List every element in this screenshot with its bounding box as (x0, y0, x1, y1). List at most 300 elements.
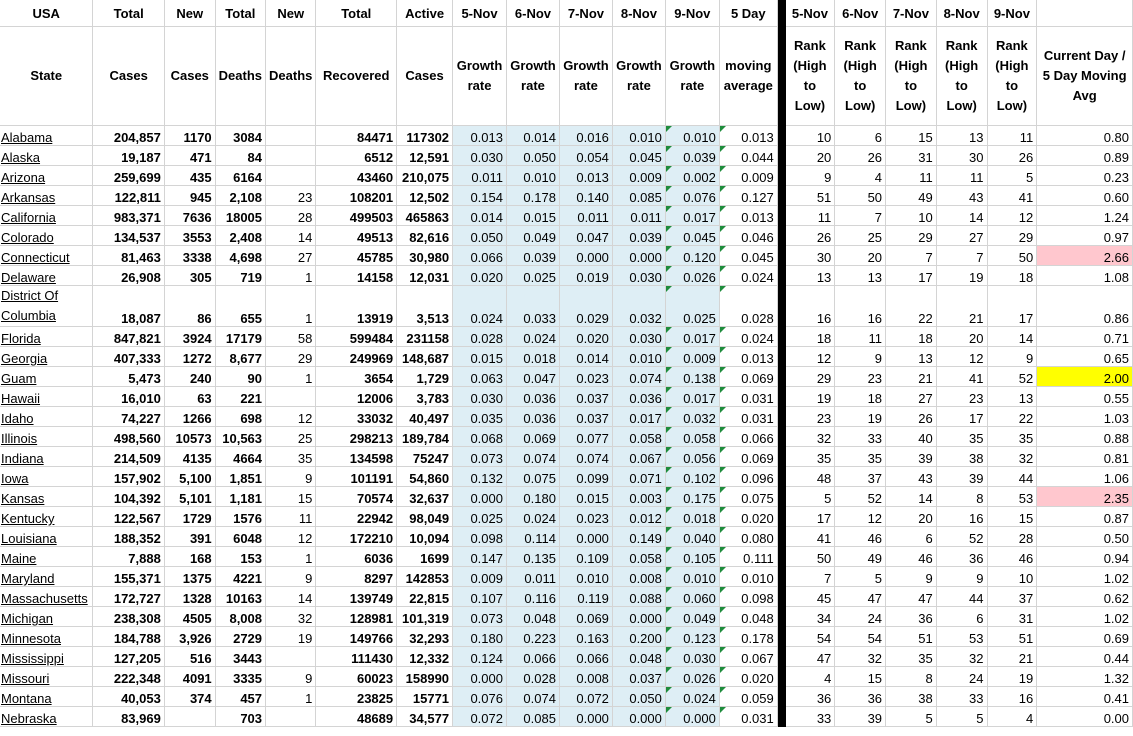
data-cell[interactable]: 5,101 (164, 487, 215, 507)
data-cell[interactable]: 0.013 (453, 126, 507, 146)
data-cell[interactable]: 0.036 (506, 387, 559, 407)
data-cell[interactable]: 2.00 (1037, 367, 1133, 387)
data-cell[interactable]: 0.010 (665, 126, 719, 146)
data-cell[interactable]: 0.072 (453, 707, 507, 727)
data-cell[interactable]: 37 (987, 587, 1037, 607)
data-cell[interactable]: 8297 (316, 567, 397, 587)
state-cell[interactable]: Kentucky (0, 507, 93, 527)
data-cell[interactable]: 46 (835, 527, 886, 547)
data-cell[interactable]: 15 (987, 507, 1037, 527)
data-cell[interactable]: 29 (266, 347, 316, 367)
data-cell[interactable]: 0.073 (453, 607, 507, 627)
data-cell[interactable]: 0.045 (612, 146, 665, 166)
data-cell[interactable]: 0.036 (506, 407, 559, 427)
header-cell[interactable]: Growth rate (665, 27, 719, 126)
data-cell[interactable]: 0.178 (506, 186, 559, 206)
data-cell[interactable]: 0.223 (506, 627, 559, 647)
data-cell[interactable]: 516 (164, 647, 215, 667)
data-cell[interactable]: 0.074 (559, 447, 612, 467)
data-cell[interactable] (266, 146, 316, 166)
state-cell[interactable]: Florida (0, 327, 93, 347)
header-cell[interactable]: Rank (High to Low) (936, 27, 987, 126)
data-cell[interactable]: 36 (886, 607, 937, 627)
data-cell[interactable]: 0.050 (453, 226, 507, 246)
data-cell[interactable]: 81,463 (93, 246, 164, 266)
data-cell[interactable]: 0.035 (453, 407, 507, 427)
data-cell[interactable]: 153 (215, 547, 265, 567)
data-cell[interactable]: 9 (886, 567, 937, 587)
data-cell[interactable]: 39 (936, 467, 987, 487)
data-cell[interactable]: 21 (987, 647, 1037, 667)
data-cell[interactable]: 1266 (164, 407, 215, 427)
data-cell[interactable]: 38 (936, 447, 987, 467)
data-cell[interactable]: 0.067 (612, 447, 665, 467)
data-cell[interactable]: 41 (987, 186, 1037, 206)
data-cell[interactable]: 0.030 (612, 327, 665, 347)
data-cell[interactable]: 25 (835, 226, 886, 246)
data-cell[interactable]: 210,075 (397, 166, 453, 186)
data-cell[interactable] (266, 647, 316, 667)
header-cell[interactable]: Total (215, 0, 265, 27)
data-cell[interactable]: 0.94 (1037, 547, 1133, 567)
data-cell[interactable]: 0.046 (719, 226, 777, 246)
state-cell[interactable]: Maine (0, 547, 93, 567)
data-cell[interactable]: 22942 (316, 507, 397, 527)
data-cell[interactable]: 0.032 (612, 286, 665, 327)
state-cell[interactable]: Georgia (0, 347, 93, 367)
data-cell[interactable]: 0.017 (612, 407, 665, 427)
data-cell[interactable]: 0.120 (665, 246, 719, 266)
data-cell[interactable]: 0.067 (719, 647, 777, 667)
data-cell[interactable]: 33 (835, 427, 886, 447)
data-cell[interactable]: 0.010 (665, 567, 719, 587)
data-cell[interactable]: 249969 (316, 347, 397, 367)
data-cell[interactable]: 155,371 (93, 567, 164, 587)
data-cell[interactable]: 0.89 (1037, 146, 1133, 166)
data-cell[interactable]: 0.020 (719, 507, 777, 527)
data-cell[interactable]: 54,860 (397, 467, 453, 487)
data-cell[interactable]: 14 (936, 206, 987, 226)
data-cell[interactable]: 0.069 (719, 367, 777, 387)
data-cell[interactable]: 75247 (397, 447, 453, 467)
data-cell[interactable]: 49 (835, 547, 886, 567)
data-cell[interactable]: 23 (835, 367, 886, 387)
data-cell[interactable]: 0.180 (453, 627, 507, 647)
header-cell[interactable]: Growth rate (612, 27, 665, 126)
data-cell[interactable]: 13 (936, 126, 987, 146)
data-cell[interactable]: 498,560 (93, 427, 164, 447)
data-cell[interactable]: 0.012 (612, 507, 665, 527)
data-cell[interactable]: 0.013 (559, 166, 612, 186)
data-cell[interactable]: 33 (936, 687, 987, 707)
data-cell[interactable]: 14 (987, 327, 1037, 347)
data-cell[interactable]: 465863 (397, 206, 453, 226)
data-cell[interactable]: 0.066 (453, 246, 507, 266)
header-cell[interactable]: 9-Nov (665, 0, 719, 27)
data-cell[interactable]: 52 (987, 367, 1037, 387)
data-cell[interactable]: 101,319 (397, 607, 453, 627)
data-cell[interactable]: 0.149 (612, 527, 665, 547)
data-cell[interactable]: 3338 (164, 246, 215, 266)
data-cell[interactable]: 8 (936, 487, 987, 507)
data-cell[interactable]: 0.025 (453, 507, 507, 527)
data-cell[interactable]: 27 (886, 387, 937, 407)
data-cell[interactable]: 18,087 (93, 286, 164, 327)
data-cell[interactable]: 1.24 (1037, 206, 1133, 226)
state-cell[interactable]: Maryland (0, 567, 93, 587)
data-cell[interactable]: 18 (785, 327, 835, 347)
data-cell[interactable]: 5 (785, 487, 835, 507)
data-cell[interactable]: 1 (266, 547, 316, 567)
data-cell[interactable]: 18 (987, 266, 1037, 286)
data-cell[interactable]: 0.016 (559, 126, 612, 146)
data-cell[interactable]: 655 (215, 286, 265, 327)
data-cell[interactable]: 0.81 (1037, 447, 1133, 467)
data-cell[interactable]: 148,687 (397, 347, 453, 367)
data-cell[interactable]: 0.076 (665, 186, 719, 206)
data-cell[interactable]: 0.011 (612, 206, 665, 226)
data-cell[interactable]: 14 (266, 587, 316, 607)
data-cell[interactable]: 0.175 (665, 487, 719, 507)
data-cell[interactable]: 0.039 (506, 246, 559, 266)
data-cell[interactable]: 83,969 (93, 707, 164, 727)
data-cell[interactable]: 10 (886, 206, 937, 226)
data-cell[interactable]: 0.138 (665, 367, 719, 387)
header-cell[interactable]: 5-Nov (453, 0, 507, 27)
data-cell[interactable]: 3084 (215, 126, 265, 146)
data-cell[interactable]: 0.037 (612, 667, 665, 687)
data-cell[interactable]: 6164 (215, 166, 265, 186)
data-cell[interactable]: 10163 (215, 587, 265, 607)
data-cell[interactable]: 17179 (215, 327, 265, 347)
data-cell[interactable]: 6 (936, 607, 987, 627)
state-cell[interactable]: Montana (0, 687, 93, 707)
data-cell[interactable]: 0.111 (719, 547, 777, 567)
data-cell[interactable]: 31 (987, 607, 1037, 627)
data-cell[interactable]: 259,699 (93, 166, 164, 186)
data-cell[interactable]: 21 (886, 367, 937, 387)
data-cell[interactable]: 0.066 (559, 647, 612, 667)
data-cell[interactable]: 945 (164, 186, 215, 206)
data-cell[interactable]: 14158 (316, 266, 397, 286)
data-cell[interactable]: 18 (835, 387, 886, 407)
data-cell[interactable]: 51 (886, 627, 937, 647)
header-cell[interactable]: 6-Nov (506, 0, 559, 27)
data-cell[interactable]: 50 (835, 186, 886, 206)
data-cell[interactable] (266, 387, 316, 407)
data-cell[interactable]: 0.098 (453, 527, 507, 547)
data-cell[interactable]: 0.000 (665, 707, 719, 727)
data-cell[interactable]: 0.97 (1037, 226, 1133, 246)
header-cell[interactable]: 5 Day (719, 0, 777, 27)
data-cell[interactable]: 52 (936, 527, 987, 547)
data-cell[interactable]: 0.047 (559, 226, 612, 246)
data-cell[interactable]: 13 (835, 266, 886, 286)
data-cell[interactable]: 0.049 (665, 607, 719, 627)
data-cell[interactable]: 983,371 (93, 206, 164, 226)
data-cell[interactable]: 9 (785, 166, 835, 186)
data-cell[interactable]: 10573 (164, 427, 215, 447)
data-cell[interactable]: 0.009 (665, 347, 719, 367)
header-cell[interactable]: 9-Nov (987, 0, 1037, 27)
data-cell[interactable]: 9 (835, 347, 886, 367)
data-cell[interactable]: 2,108 (215, 186, 265, 206)
data-cell[interactable]: 0.000 (612, 607, 665, 627)
data-cell[interactable]: 0.037 (559, 407, 612, 427)
data-cell[interactable]: 0.180 (506, 487, 559, 507)
data-cell[interactable]: 20 (835, 246, 886, 266)
data-cell[interactable]: 0.010 (506, 166, 559, 186)
data-cell[interactable]: 0.003 (612, 487, 665, 507)
data-cell[interactable]: 0.045 (719, 246, 777, 266)
data-cell[interactable]: 0.000 (559, 246, 612, 266)
data-cell[interactable]: 10,094 (397, 527, 453, 547)
data-cell[interactable]: 19,187 (93, 146, 164, 166)
data-cell[interactable]: 23 (936, 387, 987, 407)
header-cell[interactable]: Growth rate (453, 27, 507, 126)
data-cell[interactable]: 1729 (164, 507, 215, 527)
data-cell[interactable]: 0.066 (506, 647, 559, 667)
data-cell[interactable]: 122,811 (93, 186, 164, 206)
data-cell[interactable]: 0.075 (506, 467, 559, 487)
data-cell[interactable]: 391 (164, 527, 215, 547)
data-cell[interactable]: 0.123 (665, 627, 719, 647)
data-cell[interactable]: 2.35 (1037, 487, 1133, 507)
data-cell[interactable]: 49513 (316, 226, 397, 246)
header-cell[interactable]: Current Day / 5 Day Moving Avg (1037, 27, 1133, 126)
data-cell[interactable]: 74,227 (93, 407, 164, 427)
header-cell[interactable]: New (164, 0, 215, 27)
data-cell[interactable]: 407,333 (93, 347, 164, 367)
data-cell[interactable]: 39 (835, 707, 886, 727)
data-cell[interactable]: 2729 (215, 627, 265, 647)
data-cell[interactable]: 25 (266, 427, 316, 447)
data-cell[interactable]: 32 (936, 647, 987, 667)
data-cell[interactable]: 149766 (316, 627, 397, 647)
data-cell[interactable]: 0.009 (612, 166, 665, 186)
data-cell[interactable]: 6036 (316, 547, 397, 567)
data-cell[interactable]: 214,509 (93, 447, 164, 467)
data-cell[interactable]: 157,902 (93, 467, 164, 487)
data-cell[interactable]: 142853 (397, 567, 453, 587)
data-cell[interactable]: 9 (987, 347, 1037, 367)
data-cell[interactable]: 4664 (215, 447, 265, 467)
data-cell[interactable]: 0.015 (506, 206, 559, 226)
data-cell[interactable]: 6 (835, 126, 886, 146)
data-cell[interactable]: 29 (785, 367, 835, 387)
data-cell[interactable]: 0.031 (719, 407, 777, 427)
data-cell[interactable]: 0.014 (559, 347, 612, 367)
data-cell[interactable]: 32,293 (397, 627, 453, 647)
data-cell[interactable]: 32 (987, 447, 1037, 467)
data-cell[interactable]: 20 (785, 146, 835, 166)
data-cell[interactable]: 12 (266, 407, 316, 427)
data-cell[interactable]: 26 (987, 146, 1037, 166)
data-cell[interactable]: 0.107 (453, 587, 507, 607)
data-cell[interactable]: 847,821 (93, 327, 164, 347)
data-cell[interactable]: 0.098 (719, 587, 777, 607)
data-cell[interactable]: 0.002 (665, 166, 719, 186)
data-cell[interactable]: 0.55 (1037, 387, 1133, 407)
data-cell[interactable]: 13 (785, 266, 835, 286)
data-cell[interactable]: 30,980 (397, 246, 453, 266)
data-cell[interactable]: 0.019 (559, 266, 612, 286)
data-cell[interactable]: 0.029 (559, 286, 612, 327)
data-cell[interactable]: 158990 (397, 667, 453, 687)
header-cell[interactable]: Deaths (266, 27, 316, 126)
data-cell[interactable]: 16 (785, 286, 835, 327)
header-cell[interactable]: Recovered (316, 27, 397, 126)
data-cell[interactable]: 0.87 (1037, 507, 1133, 527)
data-cell[interactable]: 23825 (316, 687, 397, 707)
data-cell[interactable]: 0.031 (719, 707, 777, 727)
data-cell[interactable]: 172210 (316, 527, 397, 547)
data-cell[interactable]: 0.011 (506, 567, 559, 587)
data-cell[interactable]: 0.025 (506, 266, 559, 286)
data-cell[interactable]: 30 (785, 246, 835, 266)
data-cell[interactable]: 23 (785, 407, 835, 427)
data-cell[interactable]: 1.06 (1037, 467, 1133, 487)
state-cell[interactable]: Mississippi (0, 647, 93, 667)
data-cell[interactable]: 70574 (316, 487, 397, 507)
data-cell[interactable]: 32,637 (397, 487, 453, 507)
data-cell[interactable]: 18005 (215, 206, 265, 226)
data-cell[interactable]: 0.025 (665, 286, 719, 327)
data-cell[interactable]: 12 (987, 206, 1037, 226)
data-cell[interactable]: 11 (886, 166, 937, 186)
data-cell[interactable]: 0.077 (559, 427, 612, 447)
data-cell[interactable]: 41 (785, 527, 835, 547)
data-cell[interactable]: 8,677 (215, 347, 265, 367)
data-cell[interactable]: 435 (164, 166, 215, 186)
data-cell[interactable]: 3443 (215, 647, 265, 667)
data-cell[interactable]: 0.048 (506, 607, 559, 627)
data-cell[interactable]: 19 (785, 387, 835, 407)
data-cell[interactable]: 7 (886, 246, 937, 266)
data-cell[interactable]: 15 (886, 126, 937, 146)
data-cell[interactable]: 0.018 (506, 347, 559, 367)
data-cell[interactable]: 0.010 (559, 567, 612, 587)
data-cell[interactable]: 48689 (316, 707, 397, 727)
data-cell[interactable]: 26 (886, 407, 937, 427)
data-cell[interactable]: 471 (164, 146, 215, 166)
data-cell[interactable]: 2.66 (1037, 246, 1133, 266)
data-cell[interactable]: 0.008 (559, 667, 612, 687)
data-cell[interactable]: 3,926 (164, 627, 215, 647)
data-cell[interactable]: 0.058 (612, 427, 665, 447)
data-cell[interactable]: 18 (886, 327, 937, 347)
data-cell[interactable]: 7,888 (93, 547, 164, 567)
data-cell[interactable]: 0.86 (1037, 286, 1133, 327)
data-cell[interactable]: 0.063 (453, 367, 507, 387)
data-cell[interactable]: 30 (936, 146, 987, 166)
data-cell[interactable]: 17 (936, 407, 987, 427)
data-cell[interactable]: 122,567 (93, 507, 164, 527)
data-cell[interactable]: 45 (785, 587, 835, 607)
data-cell[interactable]: 43 (936, 186, 987, 206)
data-cell[interactable]: 0.119 (559, 587, 612, 607)
data-cell[interactable]: 0.80 (1037, 126, 1133, 146)
data-cell[interactable]: 0.028 (506, 667, 559, 687)
state-cell[interactable]: Alaska (0, 146, 93, 166)
data-cell[interactable]: 0.013 (719, 126, 777, 146)
header-cell[interactable]: Cases (93, 27, 164, 126)
data-cell[interactable]: 0.024 (506, 327, 559, 347)
data-cell[interactable]: 47 (785, 647, 835, 667)
data-cell[interactable]: 0.163 (559, 627, 612, 647)
data-cell[interactable]: 0.200 (612, 627, 665, 647)
data-cell[interactable]: 0.105 (665, 547, 719, 567)
data-cell[interactable]: 28 (266, 206, 316, 226)
data-cell[interactable]: 703 (215, 707, 265, 727)
header-cell[interactable]: Growth rate (506, 27, 559, 126)
data-cell[interactable]: 29 (886, 226, 937, 246)
data-cell[interactable]: 0.039 (612, 226, 665, 246)
data-cell[interactable]: 128981 (316, 607, 397, 627)
data-cell[interactable]: 0.036 (612, 387, 665, 407)
data-cell[interactable]: 0.010 (612, 347, 665, 367)
data-cell[interactable]: 54 (785, 627, 835, 647)
data-cell[interactable]: 1.32 (1037, 667, 1133, 687)
state-cell[interactable]: Colorado (0, 226, 93, 246)
data-cell[interactable]: 4,698 (215, 246, 265, 266)
data-cell[interactable]: 374 (164, 687, 215, 707)
data-cell[interactable]: 134598 (316, 447, 397, 467)
data-cell[interactable]: 0.054 (559, 146, 612, 166)
header-cell[interactable]: New (266, 0, 316, 27)
data-cell[interactable]: 0.074 (506, 687, 559, 707)
data-cell[interactable]: 35 (835, 447, 886, 467)
data-cell[interactable]: 15771 (397, 687, 453, 707)
data-cell[interactable]: 54 (835, 627, 886, 647)
data-cell[interactable]: 127,205 (93, 647, 164, 667)
data-cell[interactable]: 34 (785, 607, 835, 627)
data-cell[interactable]: 111430 (316, 647, 397, 667)
data-cell[interactable]: 3,783 (397, 387, 453, 407)
data-cell[interactable]: 7 (835, 206, 886, 226)
data-cell[interactable]: 0.140 (559, 186, 612, 206)
data-cell[interactable]: 34,577 (397, 707, 453, 727)
data-cell[interactable]: 2,408 (215, 226, 265, 246)
state-cell[interactable]: Connecticut (0, 246, 93, 266)
data-cell[interactable]: 1.02 (1037, 607, 1133, 627)
data-cell[interactable]: 12,031 (397, 266, 453, 286)
data-cell[interactable]: 22 (886, 286, 937, 327)
data-cell[interactable]: 6512 (316, 146, 397, 166)
data-cell[interactable]: 0.045 (665, 226, 719, 246)
data-cell[interactable]: 0.068 (453, 427, 507, 447)
data-cell[interactable]: 0.000 (612, 707, 665, 727)
data-cell[interactable]: 0.073 (453, 447, 507, 467)
data-cell[interactable]: 37 (835, 467, 886, 487)
data-cell[interactable]: 0.010 (719, 567, 777, 587)
header-cell[interactable]: 7-Nov (559, 0, 612, 27)
data-cell[interactable]: 35 (266, 447, 316, 467)
data-cell[interactable]: 40,053 (93, 687, 164, 707)
data-cell[interactable]: 0.000 (453, 487, 507, 507)
header-cell[interactable]: Total (316, 0, 397, 27)
data-cell[interactable]: 14 (886, 487, 937, 507)
state-cell[interactable]: Arkansas (0, 186, 93, 206)
data-cell[interactable]: 0.030 (453, 387, 507, 407)
state-cell[interactable]: Kansas (0, 487, 93, 507)
data-cell[interactable]: 3924 (164, 327, 215, 347)
data-cell[interactable]: 1.08 (1037, 266, 1133, 286)
data-cell[interactable]: 4505 (164, 607, 215, 627)
data-cell[interactable]: 35 (987, 427, 1037, 447)
data-cell[interactable]: 13919 (316, 286, 397, 327)
data-cell[interactable]: 0.032 (665, 407, 719, 427)
